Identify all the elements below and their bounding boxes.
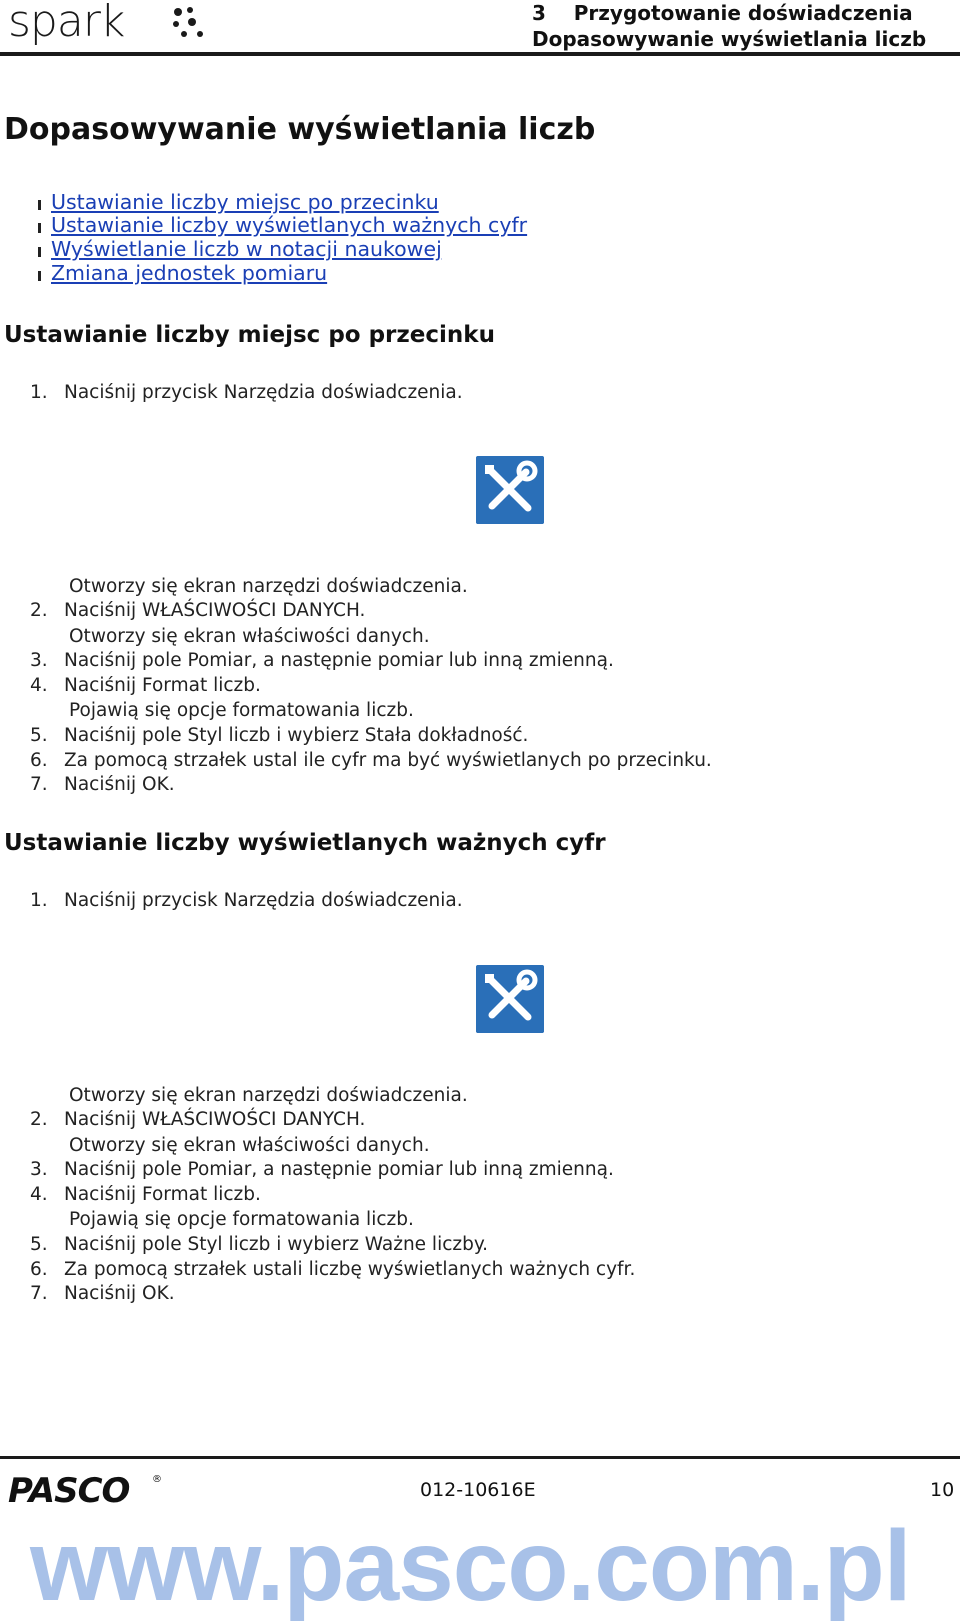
wrench-screwdriver-icon[interactable] [476, 965, 544, 1033]
step-item: 6. Za pomocą strzałek ustal ile cyfr ma być wyświetlanych po przecinku. [30, 750, 712, 771]
step-note: Otworzy się ekran właściwości danych. [69, 626, 430, 647]
step-item: 1. Naciśnij przycisk Narzędzia doświadczenia. [30, 890, 463, 911]
step-note: Pojawią się opcje formatowania liczb. [69, 700, 414, 721]
bullet-icon [38, 200, 41, 210]
bullet-icon [38, 247, 41, 257]
toc-item[interactable] [38, 261, 327, 285]
footer-divider [0, 1456, 960, 1459]
step-item: 4. Naciśnij Format liczb. [30, 675, 261, 696]
toc-link[interactable]: Wyświetlanie liczb w notacji naukowej [51, 237, 442, 261]
toc-link[interactable]: Ustawianie liczby miejsc po przecinku [51, 190, 439, 214]
step-item: 7. Naciśnij OK. [30, 1283, 175, 1304]
document-number: 012-10616E [420, 1479, 536, 1501]
header-right [532, 0, 926, 52]
step-item: 5. Naciśnij pole Styl liczb i wybierz Ważne liczby. [30, 1234, 489, 1255]
header-chapter: 3 Przygotowanie doświadczenia [532, 1, 913, 25]
pasco-logo: PASCO [8, 1471, 130, 1511]
spark-logo-dots-icon [170, 4, 218, 44]
step-item: 1. Naciśnij przycisk Narzędzia doświadczenia. [30, 382, 463, 403]
watermark-url[interactable]: www.pasco.com.pl [30, 1510, 911, 1622]
toc-item[interactable] [38, 190, 439, 214]
step-item: 5. Naciśnij pole Styl liczb i wybierz Stała dokładność. [30, 725, 529, 746]
step-item: 7. Naciśnij OK. [30, 774, 175, 795]
step-note: Pojawią się opcje formatowania liczb. [69, 1209, 414, 1230]
bullet-icon [38, 271, 41, 281]
step-item: 6. Za pomocą strzałek ustali liczbę wyświetlanych ważnych cyfr. [30, 1259, 636, 1280]
step-item: 2. Naciśnij WŁAŚCIWOŚCI DANYCH. [30, 1109, 366, 1130]
toc-item[interactable] [38, 213, 527, 237]
step-item: 4. Naciśnij Format liczb. [30, 1184, 261, 1205]
step-note: Otworzy się ekran narzędzi doświadczenia. [69, 1085, 468, 1106]
bullet-icon [38, 223, 41, 233]
step-item: 2. Naciśnij WŁAŚCIWOŚCI DANYCH. [30, 600, 366, 621]
spark-logo: spark [8, 0, 125, 47]
step-note: Otworzy się ekran właściwości danych. [69, 1135, 430, 1156]
wrench-screwdriver-icon[interactable] [476, 456, 544, 524]
toc-item[interactable] [38, 237, 442, 261]
step-note: Otworzy się ekran narzędzi doświadczenia. [69, 576, 468, 597]
section-title: Ustawianie liczby miejsc po przecinku [4, 322, 495, 348]
toc-link[interactable]: Zmiana jednostek pomiaru [51, 261, 328, 285]
page-number: 10 [930, 1479, 955, 1501]
section-title: Ustawianie liczby wyświetlanych ważnych cyfr [4, 830, 606, 856]
header-divider [0, 52, 960, 56]
header-section: Dopasowywanie wyświetlania liczb [532, 27, 927, 51]
registered-mark: ® [152, 1474, 162, 1485]
toc-link[interactable]: Ustawianie liczby wyświetlanych ważnych cyfr [51, 213, 528, 237]
page-title: Dopasowywanie wyświetlania liczb [4, 112, 596, 147]
step-item: 3. Naciśnij pole Pomiar, a następnie pomiar lub inną zmienną. [30, 1159, 614, 1180]
step-item: 3. Naciśnij pole Pomiar, a następnie pomiar lub inną zmienną. [30, 650, 614, 671]
